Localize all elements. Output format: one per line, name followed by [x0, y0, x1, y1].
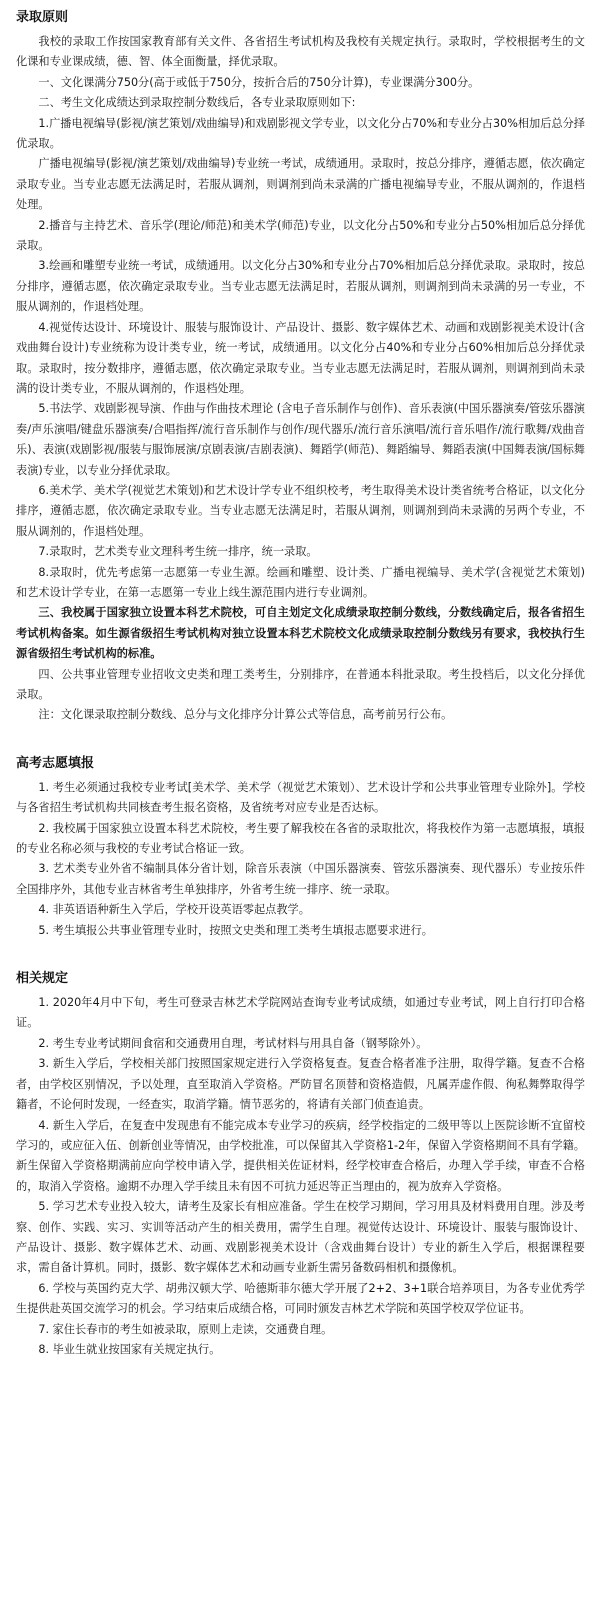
paragraph: 1. 2020年4月中下旬，考生可登录吉林艺术学院网站查询专业考试成绩，如通过专业考试，网上自行打印合格证。	[16, 996, 585, 1030]
section	[16, 8, 585, 726]
paragraph: 三、我校属于国家独立设置本科艺术院校，可自主划定文化成绩录取控制分数线，分数线确定后，报各省招生考试机构备案。如生源省级招生考试机构对独立设置本科艺术院校文化成绩录取控制分数线另有要求，我校执行生源省级招生考试机构的标准。	[16, 606, 585, 661]
paragraph: 4. 非英语语种新生入学后，学校开设英语零起点教学。	[38, 903, 310, 917]
section-heading: 录取原则	[16, 10, 69, 25]
paragraph: 1. 考生必须通过我校专业考试[美术学、美术学（视觉艺术策划）、艺术设计学和公共事业管理专业除外]。学校与各省招生考试机构共同核查考生报名资格，及省统考对应专业是否达标。	[16, 780, 585, 815]
paragraph: 5. 学习艺术专业投入较大，请考生及家长有相应准备。学生在校学习期间，学习用具及材料费用自理。涉及考察、创作、实践、实习、实训等活动产生的相关费用，需学生自理。视觉传达设计、环境设计、服装与服饰设计、产品设计、摄影、数字媒体艺术、动画、戏剧影视美术设计（含戏曲舞台设计）专业的新生入学后，根据课程要求，需自备计算机。同时，摄影、数字媒体艺术和动画专业新生需另备数码相机和摄像机。	[16, 1200, 585, 1275]
section	[16, 969, 585, 1360]
paragraph: 2.播音与主持艺术、音乐学(理论/师范)和美术学(师范)专业，以文化分占50%和专业分占50%相加后总分择优录取。	[16, 218, 585, 253]
section-heading: 高考志愿填报	[16, 755, 95, 771]
paragraph: 4. 新生入学后，在复查中发现患有不能完成本专业学习的疾病，经学校指定的二级甲等以上医院诊断不宜留校学习的，或应征入伍、创新创业等情况，由学校批准，可以保留其入学资格1-2年，保留入学资格期间不具有学籍。新生保留入学资格期满前应向学校申请入学，提供相关佐证材料，经学校审查合格后，办理入学手续，审查不合格的，取消入学资格。逾期不办理入学手续且未有因不可抗力延迟等正当理由的，视为放弃入学资格。	[16, 1118, 585, 1193]
paragraph: 二、考生文化成绩达到录取控制分数线后，各专业录取原则如下:	[38, 96, 356, 110]
paragraph: 四、公共事业管理专业招收文史类和理工类考生，分别排序，在普通本科批录取。考生投档后，以文化分择优录取。	[16, 667, 585, 701]
paragraph: 3.绘画和雕塑专业统一考试，成绩通用。以文化分占30%和专业分占70%相加后总分择优录取。录取时，按总分排序，遵循志愿，依次确定录取专业。当专业志愿无法满足时，若服从调剂，则调剂到尚未录满的另一专业，不服从调剂的，作退档处理。	[16, 259, 585, 314]
paragraph: 4.视觉传达设计、环境设计、服装与服饰设计、产品设计、摄影、数字媒体艺术、动画和戏剧影视美术设计(含戏曲舞台设计)专业统称为设计类专业，统一考试，成绩通用。以文化分占40%和专业分占60%相加后总分择优录取。录取时，按分数排序，遵循志愿，依次确定录取专业。当专业志愿无法满足时，若服从调剂，则调剂到尚未录满的设计类专业，不服从调剂的，作退档处理。	[16, 320, 585, 395]
paragraph: 6.美术学、美术学(视觉艺术策划)和艺术设计学专业不组织校考，考生取得美术设计类省统考合格证，以文化分排序，遵循志愿，依次确定录取专业。当专业志愿无法满足时，若服从调剂，则调剂到尚未录满的另两个专业，不服从调剂的，作退档处理。	[16, 483, 585, 538]
paragraph: 2. 考生专业考试期间食宿和交通费用自理，考试材料与用具自备（钢琴除外）。	[38, 1036, 428, 1050]
paragraph: 7.录取时，艺术类专业文理科考生统一排序，统一录取。	[38, 545, 318, 559]
paragraph: 1.广播电视编导(影视/演艺策划/戏曲编导)和戏剧影视文学专业，以文化分占70%和专业分占30%相加后总分择优录取。	[16, 116, 585, 151]
section-spacer	[16, 726, 585, 754]
paragraph: 3. 新生入学后，学校相关部门按照国家规定进行入学资格复查。复查合格者准予注册，取得学籍。复查不合格者，由学校区别情况，予以处理，直至取消入学资格。严防冒名顶替和资格造假，凡属弄虚作假、徇私舞弊取得学籍者，不论何时发现，一经查实，取消学籍。情节恶劣的，将请有关部门侦查追责。	[16, 1057, 585, 1112]
paragraph: 3. 艺术类专业外省不编制具体分省计划，除音乐表演（中国乐器演奏、管弦乐器演奏、现代器乐）专业按乐件全国排序外，其他专业吉林省考生单独排序，外省考生统一排序、统一录取。	[16, 862, 585, 896]
section-spacer	[16, 941, 585, 969]
paragraph: 2. 我校属于国家独立设置本科艺术院校，考生要了解我校在各省的录取批次，将我校作为第一志愿填报，填报的专业名称必须与我校的专业考试合格证一致。	[16, 821, 585, 856]
paragraph: 5. 考生填报公共事业管理专业时，按照文史类和理工类考生填报志愿要求进行。	[38, 923, 433, 937]
section-heading: 相关规定	[16, 971, 69, 987]
paragraph: 6. 学校与英国约克大学、胡弗汉顿大学、哈德斯菲尔德大学开展了2+2、3+1联合培养项目，为各专业优秀学生提供赴英国交流学习的机会。学习结束后成绩合格，可同时颁发吉林艺术学院和英国学校双学位证书。	[16, 1281, 585, 1316]
section	[16, 754, 585, 941]
paragraph: 注：文化课录取控制分数线、总分与文化排序分计算公式等信息，高考前另行公布。	[38, 708, 453, 722]
paragraph: 5.书法学、戏剧影视导演、作曲与作曲技术理论 (含电子音乐制作与创作)、音乐表演(中国乐器演奏/管弦乐器演奏/声乐演唱/键盘乐器演奏/合唱指挥/流行音乐制作与创作/现代器乐/流行音乐演唱/流行音乐唱作/流行歌舞/戏曲音乐)、表演(戏剧影视/服装与服饰展演/京剧表演/吉剧表演)、舞蹈学(师范)、舞蹈编导、舞蹈表演(中国舞表演/国标舞表演)专业，以专业分择优录取。	[16, 402, 585, 477]
paragraph: 广播电视编导(影视/演艺策划/戏曲编导)专业统一考试，成绩通用。录取时，按总分排序，遵循志愿，依次确定录取专业。当专业志愿无法满足时，若服从调剂，则调剂到尚未录满的广播电视编导专业，不服从调剂的，作退档处理。	[16, 157, 585, 212]
paragraph: 我校的录取工作按国家教育部有关文件、各省招生考试机构及我校有关规定执行。录取时，学校根据考生的文化课和专业课成绩，德、智、体全面衡量，择优录取。	[16, 35, 585, 69]
paragraph: 8. 毕业生就业按国家有关规定执行。	[38, 1342, 221, 1356]
paragraph: 8.录取时，优先考虑第一志愿第一专业生源。绘画和雕塑、设计类、广播电视编导、美术学(含视觉艺术策划) 和艺术设计学专业，在第一志愿第一专业上线生源范围内进行专业调剂。	[16, 565, 585, 599]
paragraph: 7. 家住长春市的考生如被录取，原则上走读，交通费自理。	[38, 1322, 333, 1336]
paragraph: 一、文化课满分750分(高于或低于750分，按折合后的750分计算)，专业课满分300分。	[38, 75, 480, 89]
